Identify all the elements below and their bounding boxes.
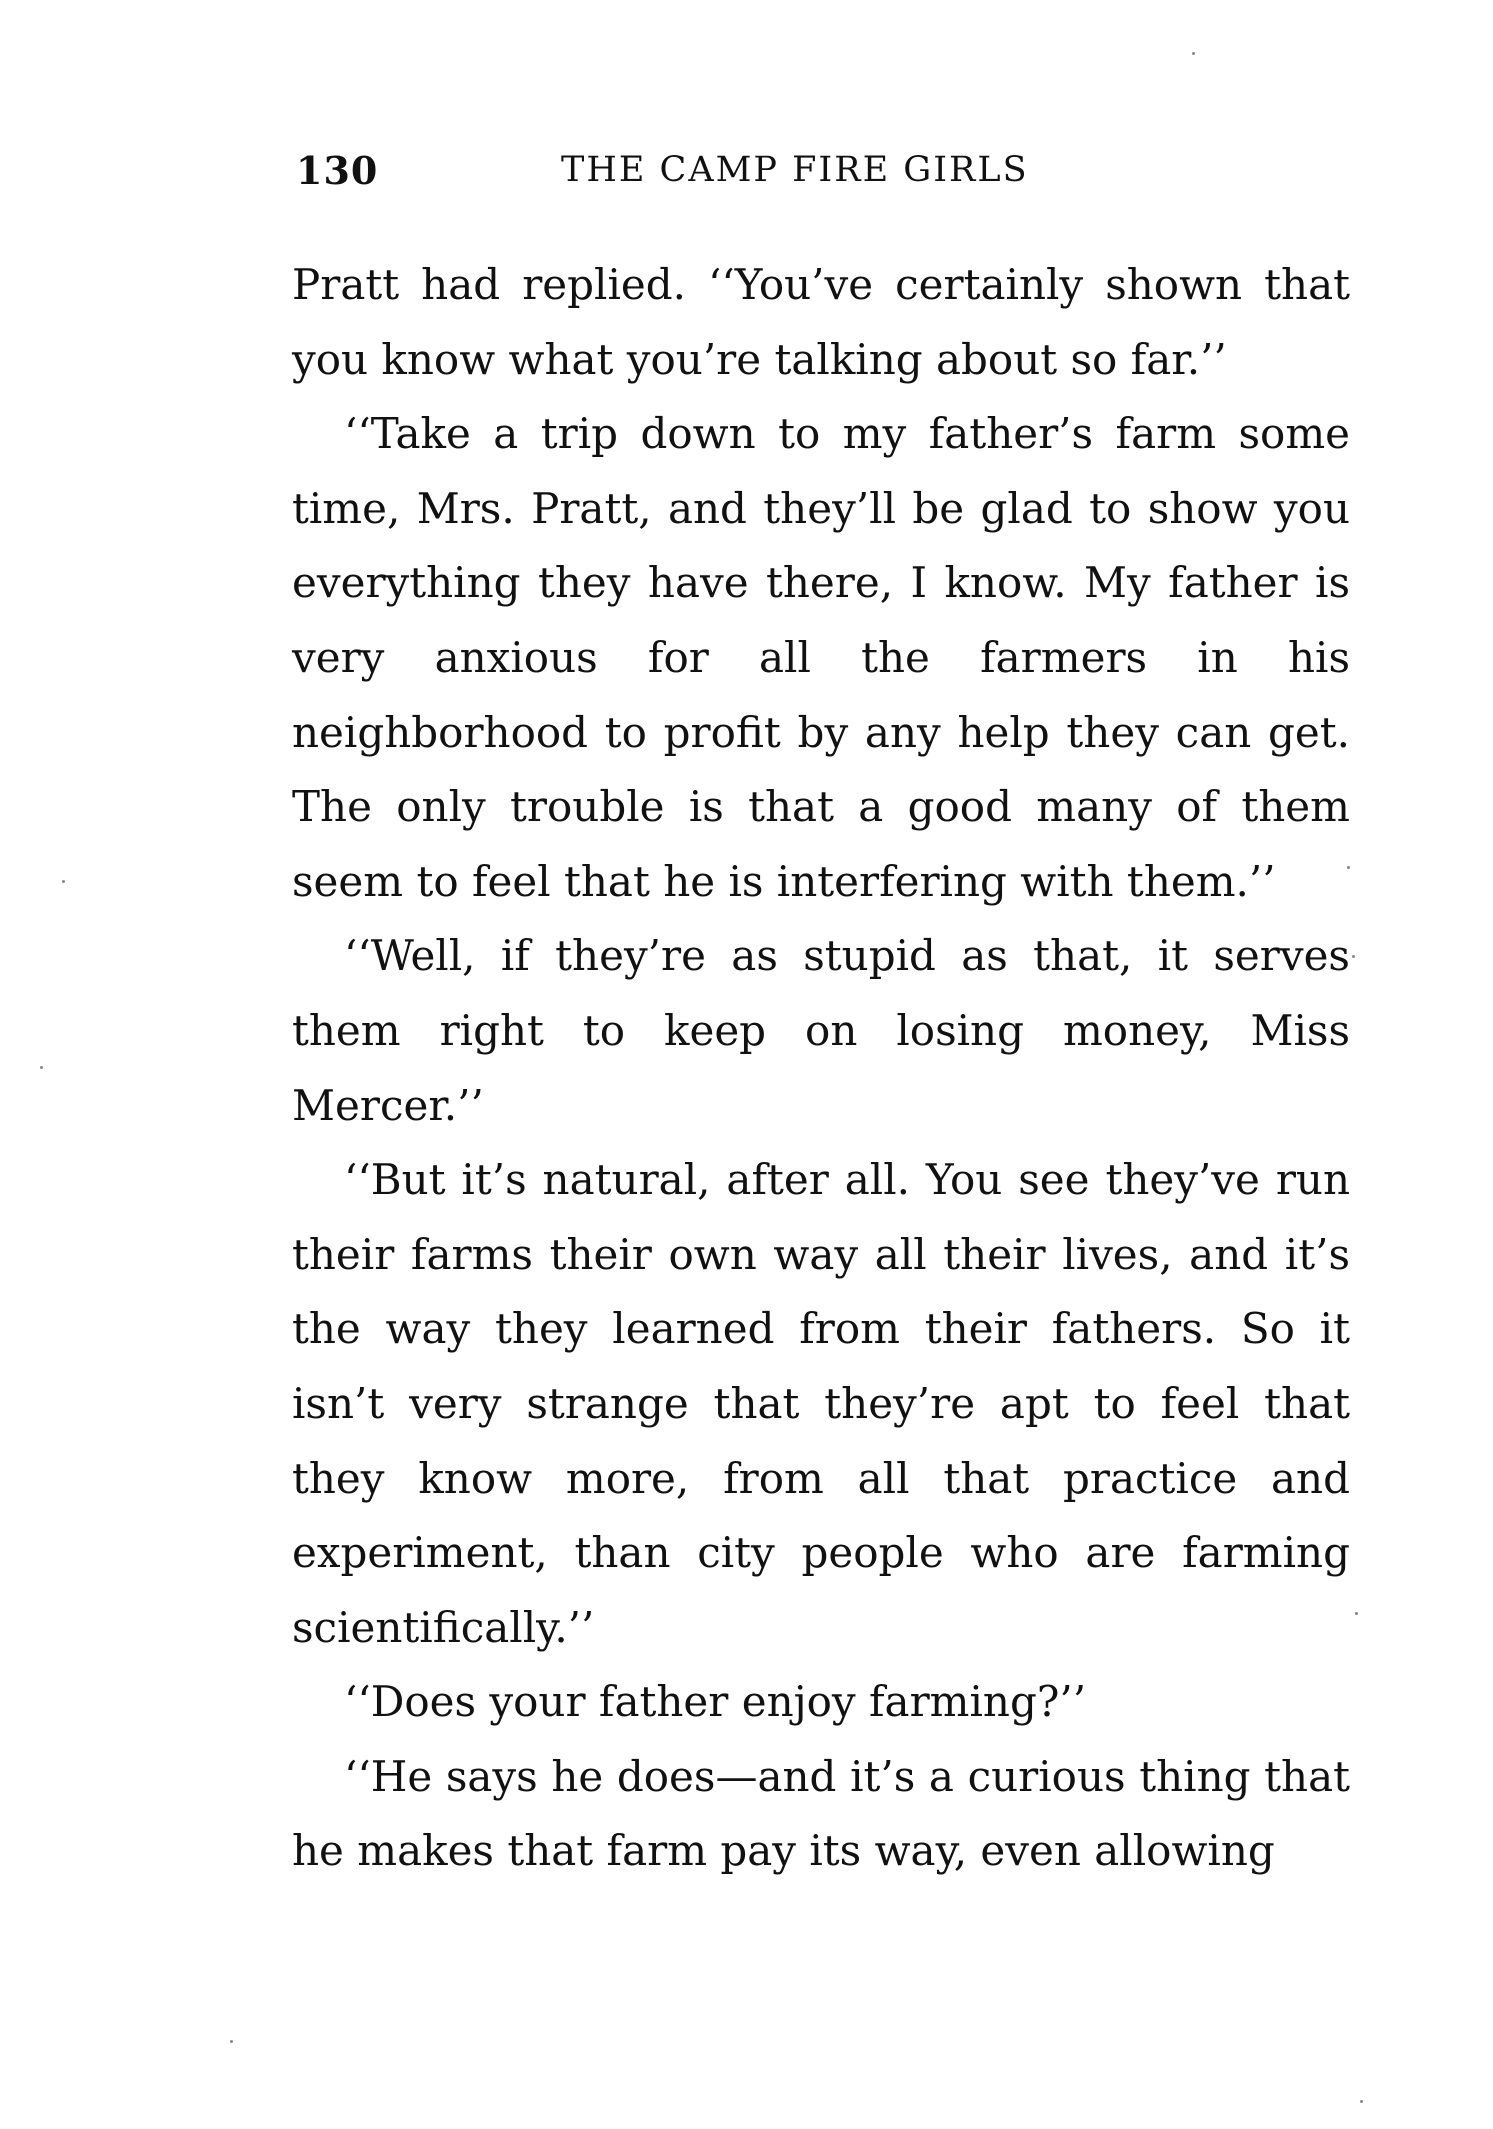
running-head bbox=[296, 148, 1346, 208]
running-title: THE CAMP FIRE GIRLS bbox=[561, 150, 1029, 190]
paragraph: ‘‘Take a trip down to my father’s farm some time, Mrs. Pratt, and they’ll be glad to show you everything they have there, I know. My father is very anxious for all the farmers in his neighborhood to profit by any help they can get. The only trouble is that a good many of them seem to feel that he is interfering with them.’’ bbox=[292, 409, 1350, 906]
paragraph-continued: Pratt had replied. ‘‘You’ve certainly shown that you know what you’re talking about so far.’’ bbox=[292, 260, 1350, 384]
scan-speck bbox=[230, 2040, 233, 2043]
page-number: 130 bbox=[296, 148, 379, 193]
paragraph: ‘‘Well, if they’re as stupid as that, it serves them right to keep on losing money, Miss Mercer.’’ bbox=[292, 931, 1350, 1130]
body-text bbox=[292, 248, 1350, 1889]
scan-speck bbox=[1347, 866, 1350, 869]
scan-speck bbox=[1192, 52, 1195, 55]
scan-speck bbox=[1352, 955, 1355, 958]
scan-speck bbox=[40, 1066, 43, 1069]
paragraph: ‘‘But it’s natural, after all. You see they’ve run their farms their own way all their lives, and it’s the way they learned from their fathers. So it isn’t very strange that they’re apt to feel that they know more, from all that practice and experiment, than city people who are farming scientifically.’’ bbox=[292, 1155, 1350, 1652]
paragraph: ‘‘Does your father enjoy farming?’’ bbox=[344, 1677, 1087, 1727]
scan-speck bbox=[1355, 1612, 1358, 1615]
scan-speck bbox=[62, 880, 65, 883]
paragraph: ‘‘He says he does—and it’s a curious thing that he makes that farm pay its way, even allowing bbox=[292, 1751, 1350, 1876]
scan-speck bbox=[1360, 2100, 1363, 2103]
